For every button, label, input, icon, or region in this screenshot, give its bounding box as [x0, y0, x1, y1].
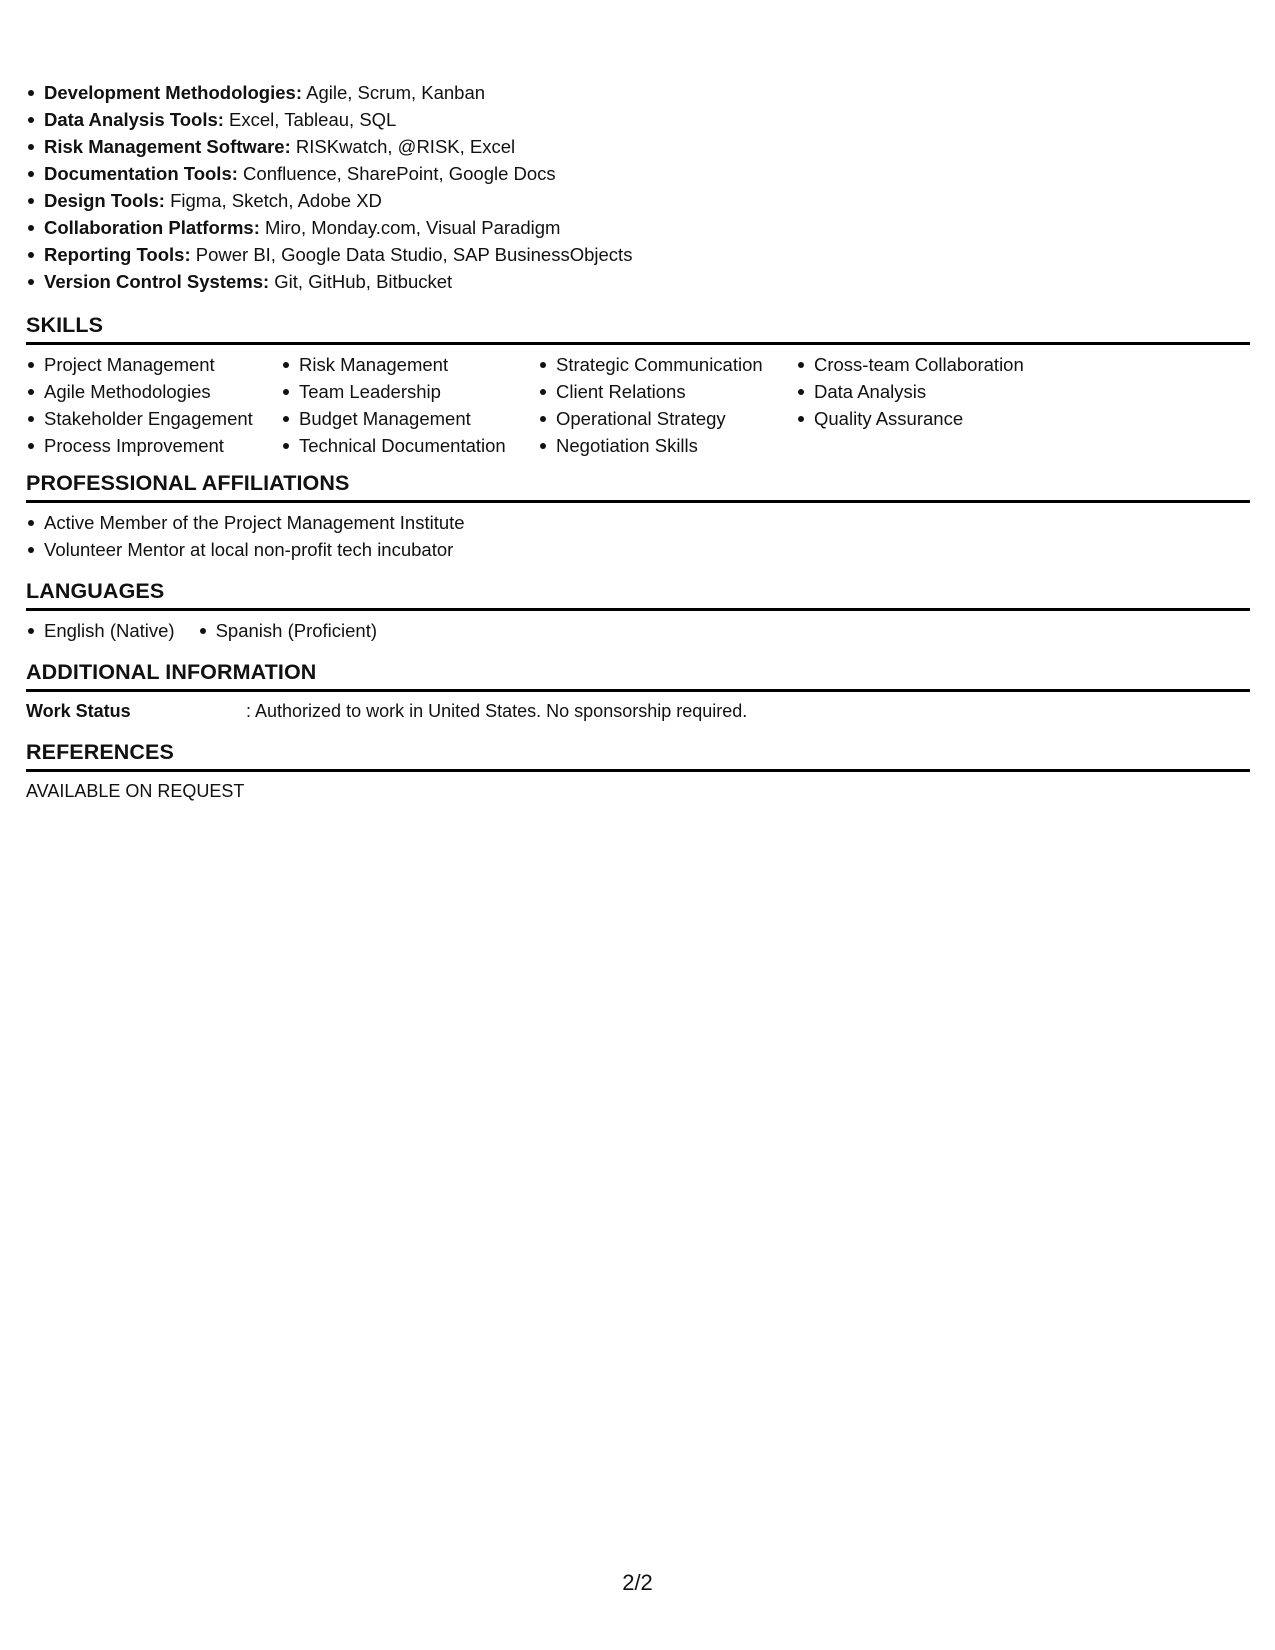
- skills-column-3: [538, 351, 796, 459]
- skills-grid: [26, 351, 1250, 459]
- list-item: [26, 79, 1250, 106]
- list-item: Client Relations: [538, 378, 796, 405]
- page-number: 2/2: [622, 1570, 653, 1595]
- tool-label: Data Analysis Tools:: [44, 109, 224, 130]
- tool-label: Risk Management Software:: [44, 136, 291, 157]
- list-item: Data Analysis: [796, 378, 1056, 405]
- work-status-row: [26, 698, 1250, 724]
- tool-label: Development Methodologies:: [44, 82, 302, 103]
- list-item: [26, 268, 1250, 295]
- tool-value: Power BI, Google Data Studio, SAP BusinessObjects: [190, 244, 633, 265]
- list-item: Team Leadership: [281, 378, 538, 405]
- skills-column-2: [281, 351, 538, 459]
- list-item: [26, 241, 1250, 268]
- skills-column-4: [796, 351, 1056, 459]
- list-item: Strategic Communication: [538, 351, 796, 378]
- list-item: English (Native): [26, 617, 175, 644]
- list-item: Volunteer Mentor at local non-profit tech incubator: [26, 536, 1250, 563]
- list-item: Quality Assurance: [796, 405, 1056, 432]
- tool-value: Figma, Sketch, Adobe XD: [164, 190, 382, 211]
- tool-label: Documentation Tools:: [44, 163, 238, 184]
- references-heading: REFERENCES: [26, 738, 1250, 772]
- list-item: Risk Management: [281, 351, 538, 378]
- list-item: Spanish (Proficient): [198, 617, 377, 644]
- work-status-value: : Authorized to work in United States. No sponsorship required.: [246, 701, 748, 721]
- tool-label: Version Control Systems:: [44, 271, 270, 292]
- tool-label: Design Tools:: [44, 190, 165, 211]
- list-item: Technical Documentation: [281, 432, 538, 459]
- tool-value: Agile, Scrum, Kanban: [302, 82, 486, 103]
- tool-value: Miro, Monday.com, Visual Paradigm: [259, 217, 561, 238]
- tool-value: Confluence, SharePoint, Google Docs: [237, 163, 556, 184]
- languages-list: [26, 617, 1250, 644]
- list-item: [26, 106, 1250, 133]
- list-item: Project Management: [26, 351, 281, 378]
- tool-value: Excel, Tableau, SQL: [223, 109, 397, 130]
- tool-label: Reporting Tools:: [44, 244, 191, 265]
- work-status-label: Work Status: [26, 701, 131, 721]
- list-item: [26, 214, 1250, 241]
- tools-list: [26, 79, 1250, 295]
- list-item: Process Improvement: [26, 432, 281, 459]
- list-item: Active Member of the Project Management Institute: [26, 509, 1250, 536]
- list-item: Cross-team Collaboration: [796, 351, 1056, 378]
- skills-column-1: [26, 351, 281, 459]
- additional-info-heading: ADDITIONAL INFORMATION: [26, 658, 1250, 692]
- list-item: Operational Strategy: [538, 405, 796, 432]
- tool-label: Collaboration Platforms:: [44, 217, 260, 238]
- tool-value: Git, GitHub, Bitbucket: [269, 271, 453, 292]
- list-item: Negotiation Skills: [538, 432, 796, 459]
- affiliations-heading: PROFESSIONAL AFFILIATIONS: [26, 469, 1250, 503]
- skills-heading: SKILLS: [26, 311, 1250, 345]
- affiliations-list: [26, 509, 1250, 563]
- list-item: Budget Management: [281, 405, 538, 432]
- list-item: [26, 133, 1250, 160]
- list-item: [26, 187, 1250, 214]
- list-item: Stakeholder Engagement: [26, 405, 281, 432]
- resume-page: [26, 79, 1250, 804]
- references-text: AVAILABLE ON REQUEST: [26, 781, 245, 801]
- list-item: [26, 160, 1250, 187]
- languages-heading: LANGUAGES: [26, 577, 1250, 611]
- tool-value: RISKwatch, @RISK, Excel: [290, 136, 516, 157]
- list-item: Agile Methodologies: [26, 378, 281, 405]
